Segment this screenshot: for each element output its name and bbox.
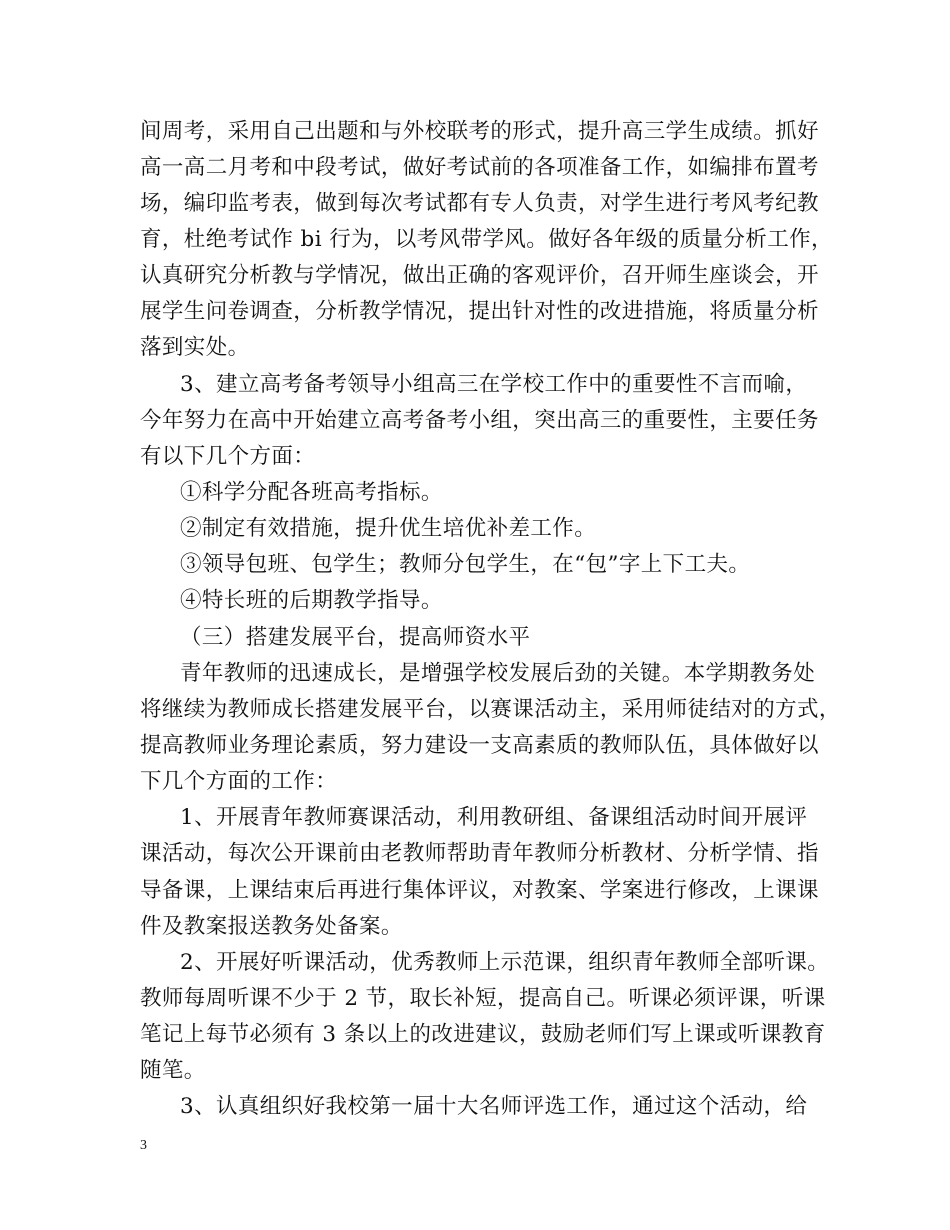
text-line: 育，杜绝考试作 bi 行为，以考风带学风。做好各年级的质量分析工作， bbox=[140, 227, 833, 252]
list-item: ③领导包班、包学生；教师分包学生，在“包”字上下工夫。 bbox=[180, 552, 751, 577]
text-line: 1、开展青年教师赛课活动，利用教研组、备课组活动时间开展评 bbox=[180, 805, 808, 830]
text-line: 下几个方面的工作： bbox=[140, 769, 338, 794]
text-line: 3、建立高考备考领导小组高三在学校工作中的重要性不言而喻， bbox=[180, 372, 808, 397]
text-line: 今年努力在高中开始建立高考备考小组，突出高三的重要性，主要任务 bbox=[140, 408, 819, 433]
text-line: 教师每周听课不少于 2 节，取长补短，提高自己。听课必须评课，听课 bbox=[140, 986, 826, 1011]
text-line: 认真研究分析教与学情况，做出正确的客观评价，召开师生座谈会，开 bbox=[140, 263, 819, 288]
text-line: 青年教师的迅速成长，是增强学校发展后劲的关键。本学期教务处 bbox=[180, 661, 816, 686]
text-line: 落到实处。 bbox=[140, 335, 250, 360]
text-line: 展学生问卷调查，分析教学情况，提出针对性的改进措施，将质量分析 bbox=[140, 299, 819, 324]
section-heading: （三）搭建发展平台，提高师资水平 bbox=[180, 625, 531, 650]
text-line: 高一高二月考和中段考试，做好考试前的各项准备工作，如编排布置考 bbox=[140, 155, 819, 180]
list-item: ②制定有效措施，提升优生培优补差工作。 bbox=[180, 516, 597, 541]
text-line: 课活动，每次公开课前由老教师帮助青年教师分析教材、分析学情、指 bbox=[140, 841, 819, 866]
text-line: 提高教师业务理论素质，努力建设一支高素质的教师队伍，具体做好以 bbox=[140, 733, 819, 758]
page-number: 3 bbox=[140, 1138, 147, 1153]
list-item: ④特长班的后期教学指导。 bbox=[180, 588, 443, 613]
text-line: 导备课，上课结束后再进行集体评议，对教案、学案进行修改，上课课 bbox=[140, 878, 819, 903]
text-line: 3、认真组织好我校第一届十大名师评选工作，通过这个活动，给 bbox=[180, 1094, 808, 1119]
text-line: 场，编印监考表，做到每次考试都有专人负责，对学生进行考风考纪教 bbox=[140, 191, 819, 216]
text-line: 笔记上每节必须有 3 条以上的改进建议，鼓励老师们写上课或听课教育 bbox=[140, 1022, 826, 1047]
text-line: 有以下几个方面： bbox=[140, 444, 316, 469]
text-line: 件及教案报送教务处备案。 bbox=[140, 914, 403, 939]
text-line: 随笔。 bbox=[140, 1058, 206, 1083]
text-line: 2、开展好听课活动，优秀教师上示范课，组织青年教师全部听课。 bbox=[180, 950, 830, 975]
list-item: ①科学分配各班高考指标。 bbox=[180, 480, 443, 505]
text-line: 将继续为教师成长搭建发展平台，以赛课活动主，采用师徒结对的方式， bbox=[140, 697, 841, 722]
text-line: 间周考，采用自己出题和与外校联考的形式，提升高三学生成绩。抓好 bbox=[140, 119, 819, 144]
